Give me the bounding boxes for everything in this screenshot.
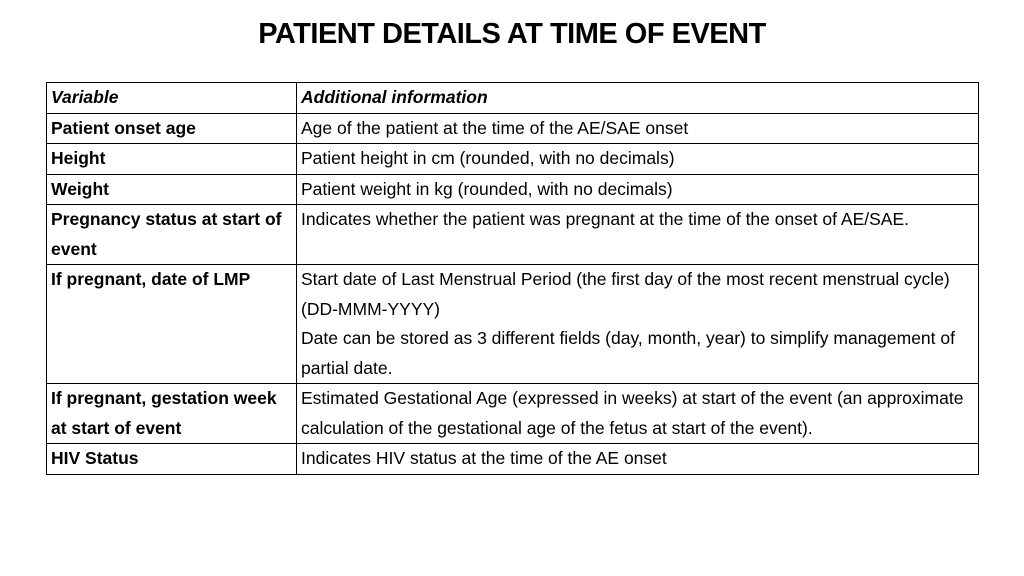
- patient-details-table: [46, 82, 979, 475]
- variable-cell: Weight: [47, 174, 297, 205]
- info-cell: [297, 444, 979, 475]
- info-cell: [297, 144, 979, 175]
- info-cell: [297, 113, 979, 144]
- variable-cell: Height: [47, 144, 297, 175]
- info-cell: [297, 174, 979, 205]
- table-row: [47, 174, 979, 205]
- page-title: PATIENT DETAILS AT TIME OF EVENT: [258, 18, 766, 50]
- variable-cell: Patient onset age: [47, 113, 297, 144]
- table-row: [47, 205, 979, 265]
- info-text: Estimated Gestational Age (expressed in weeks) at start of the event (an approximate calculation of the gestational age of the fetus at start of the event).: [301, 388, 964, 438]
- info-cell: [297, 384, 979, 444]
- info-text: Indicates whether the patient was pregnant at the time of the onset of AE/SAE.: [301, 209, 910, 229]
- variable-cell: Pregnancy status at start of event: [47, 205, 297, 265]
- info-text: Start date of Last Menstrual Period (the first day of the most recent menstrual cycle) (DD-MMM-YYYY): [301, 269, 950, 319]
- info-cell: [297, 205, 979, 265]
- table-row: [47, 113, 979, 144]
- table-row: [47, 265, 979, 384]
- variable-cell: If pregnant, date of LMP: [47, 265, 297, 384]
- table-header-row: [47, 83, 979, 114]
- info-text: Date can be stored as 3 different fields (day, month, year) to simplify management of partial date.: [301, 328, 955, 378]
- column-header-variable: Variable: [47, 83, 297, 114]
- variable-cell: HIV Status: [47, 444, 297, 475]
- info-text: Patient weight in kg (rounded, with no decimals): [301, 178, 673, 199]
- info-text: Indicates HIV status at the time of the AE onset: [301, 448, 667, 468]
- info-text: Patient height in cm (rounded, with no decimals): [301, 148, 675, 168]
- table-row: [47, 144, 979, 175]
- table-row: [47, 384, 979, 444]
- variable-cell: If pregnant, gestation week at start of event: [47, 384, 297, 444]
- column-header-additional-information: Additional information: [297, 83, 979, 114]
- info-text: Age of the patient at the time of the AE/SAE onset: [301, 117, 689, 138]
- table-row: [47, 444, 979, 475]
- info-cell: [297, 265, 979, 384]
